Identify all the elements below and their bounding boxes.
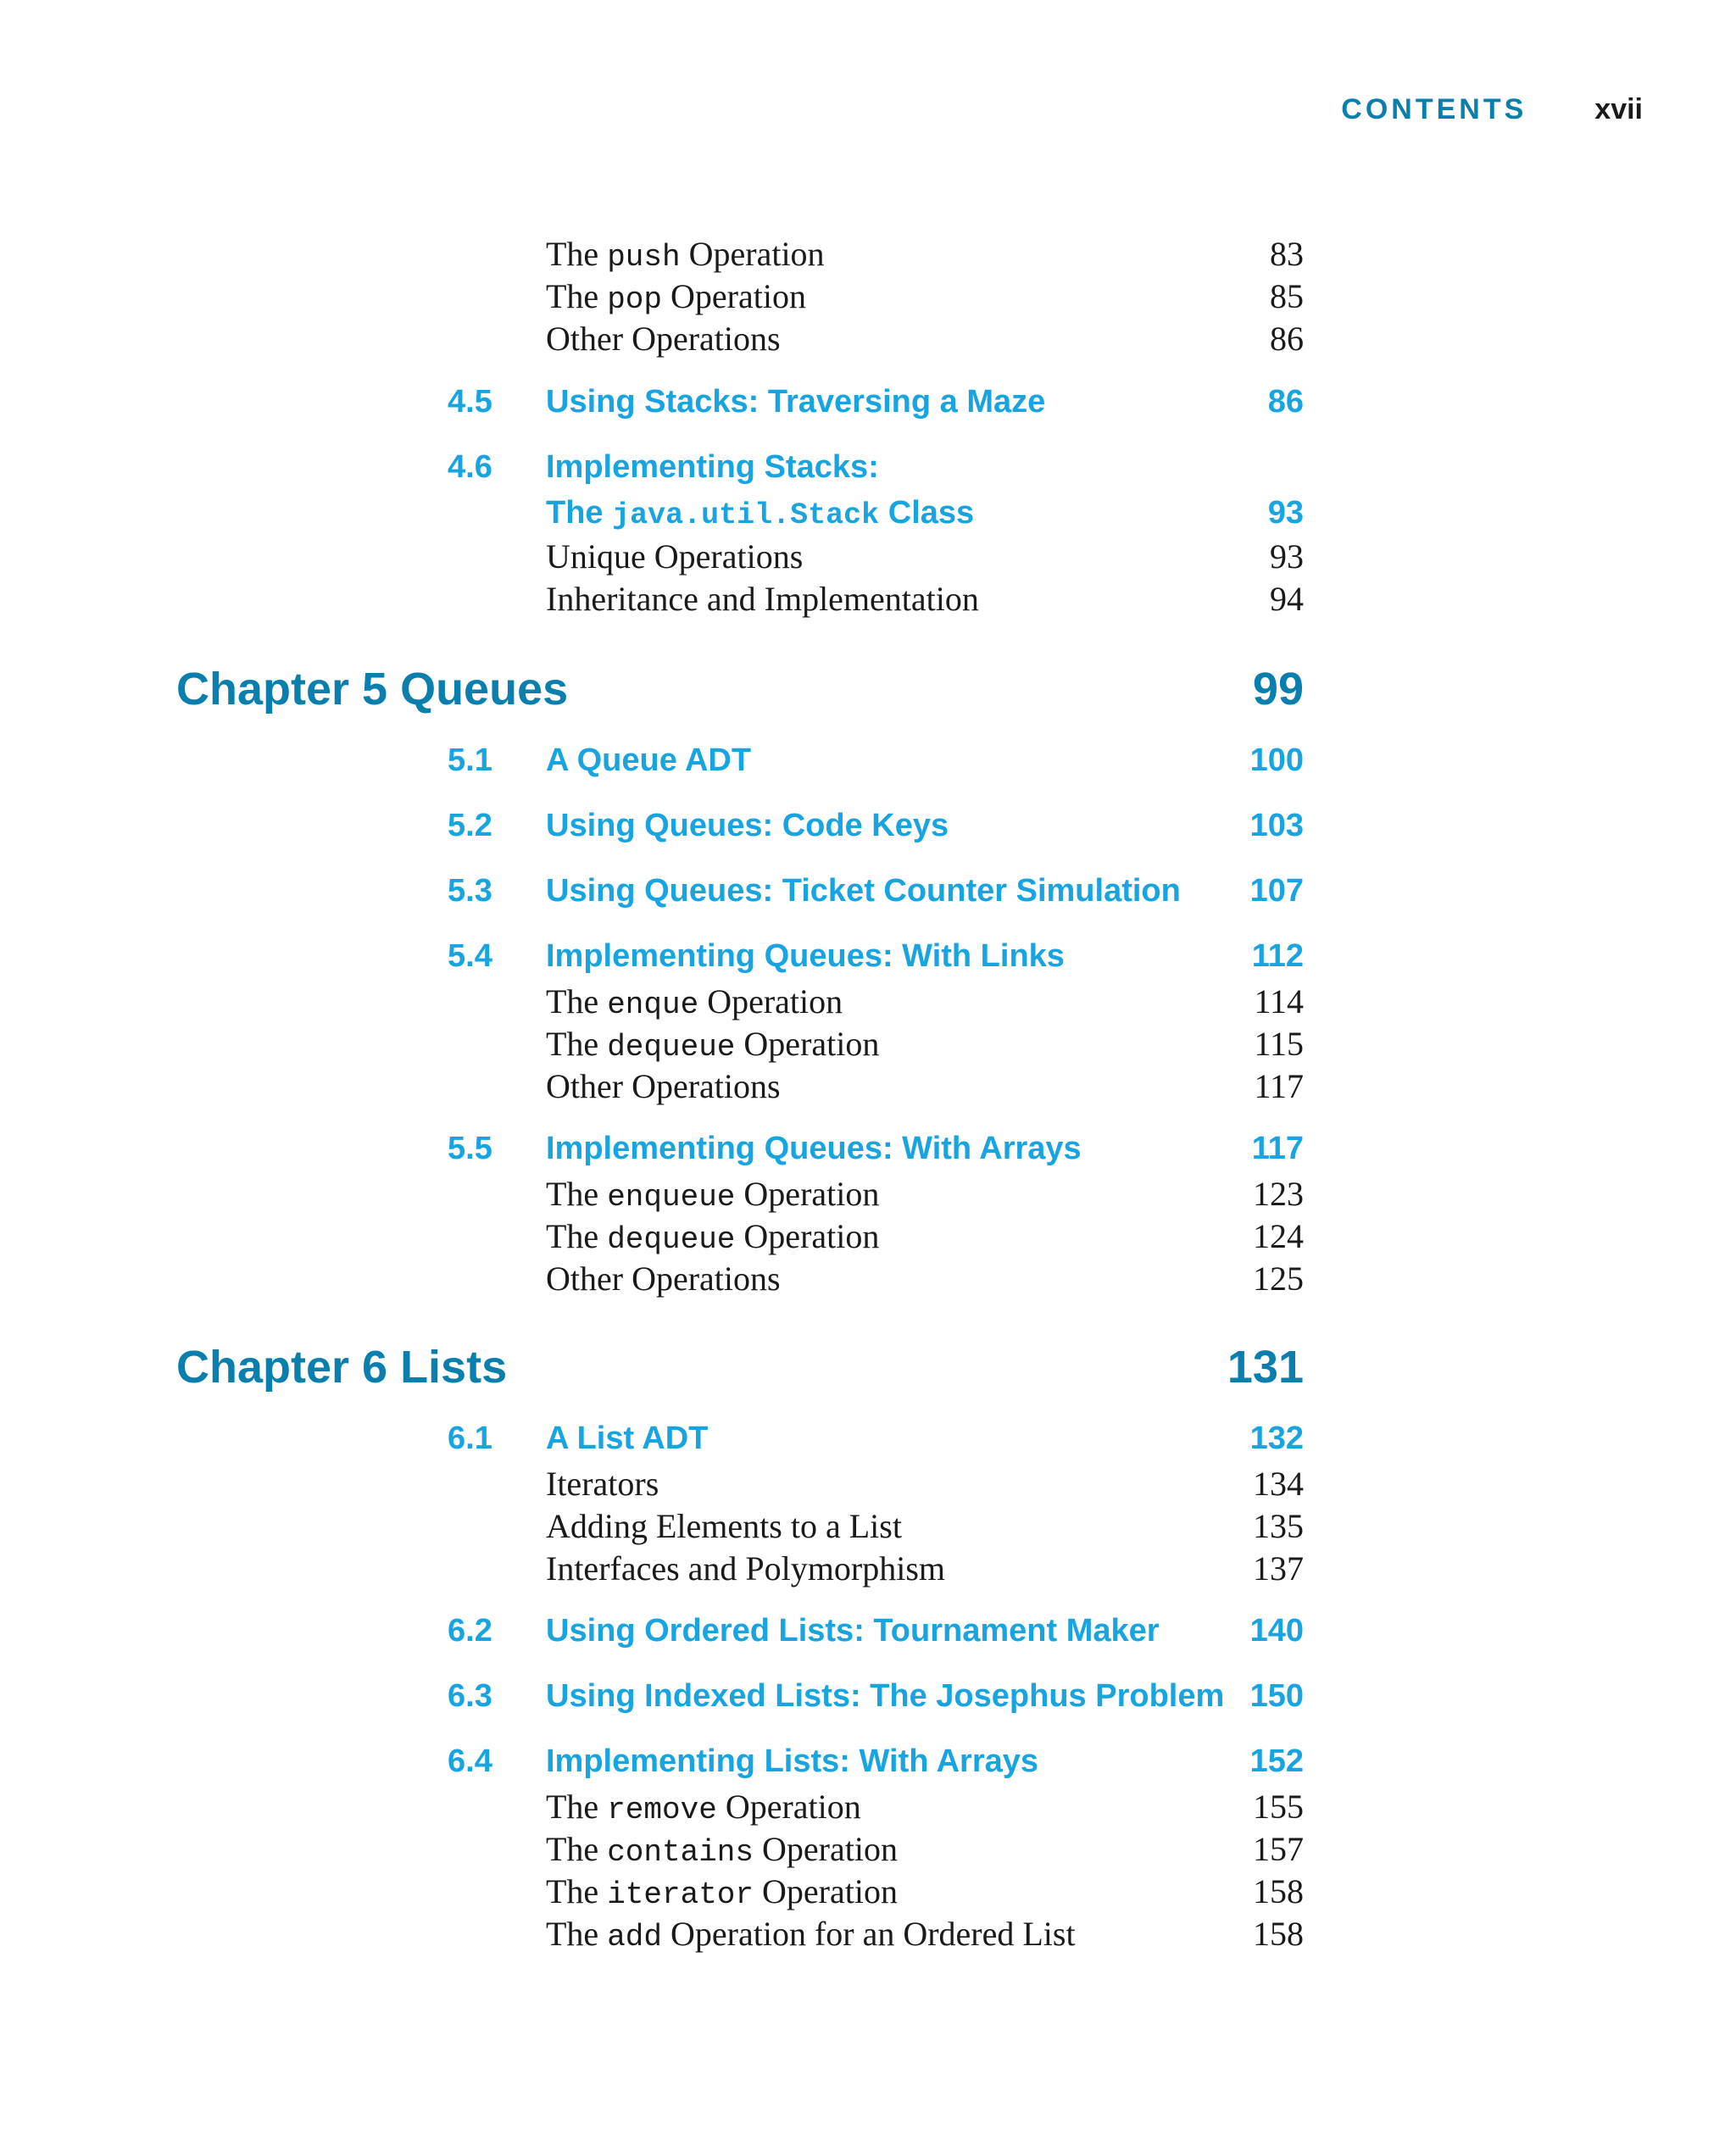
subentry-title: The pop Operation bbox=[546, 277, 806, 317]
section-page: 86 bbox=[1267, 384, 1304, 420]
section-number: 6.1 bbox=[448, 1421, 492, 1456]
subentry-title: Other Operations bbox=[546, 1260, 781, 1298]
subentry-page: 124 bbox=[1253, 1217, 1304, 1255]
section-page: 140 bbox=[1249, 1613, 1304, 1649]
section-number: 5.1 bbox=[448, 742, 492, 778]
subentry-title: The enqueue Operation bbox=[546, 1175, 880, 1215]
subentry-page: 85 bbox=[1270, 277, 1304, 315]
section-title: A List ADT bbox=[546, 1421, 709, 1456]
subentry-page: 93 bbox=[1270, 537, 1304, 576]
section-number: 4.6 bbox=[448, 449, 492, 485]
section-title: Implementing Queues: With Arrays bbox=[546, 1131, 1082, 1166]
subentry-page: 158 bbox=[1253, 1915, 1304, 1953]
section-page: 107 bbox=[1249, 873, 1304, 909]
section-page: 103 bbox=[1249, 808, 1304, 843]
page-number: xvii bbox=[1594, 93, 1643, 125]
subentry-page: 115 bbox=[1254, 1025, 1304, 1063]
subentry-page: 158 bbox=[1253, 1872, 1304, 1910]
section-number: 5.5 bbox=[448, 1131, 492, 1166]
subentry-page: 117 bbox=[1254, 1067, 1304, 1105]
subentry-title: The dequeue Operation bbox=[546, 1025, 880, 1065]
subentry-title: The enque Operation bbox=[546, 982, 843, 1022]
subentry-title: Iterators bbox=[546, 1465, 659, 1503]
section-number: 6.4 bbox=[448, 1743, 492, 1779]
section-page: 112 bbox=[1251, 938, 1304, 974]
running-head bbox=[1341, 93, 1643, 126]
section-page: 152 bbox=[1249, 1743, 1304, 1779]
section-title: Implementing Stacks: bbox=[546, 449, 879, 485]
subentry-page: 123 bbox=[1253, 1175, 1304, 1213]
subentry-page: 157 bbox=[1253, 1830, 1304, 1868]
subentry-title: Inheritance and Implementation bbox=[546, 580, 979, 618]
section-number: 5.3 bbox=[448, 873, 492, 909]
section-page: 93 bbox=[1267, 495, 1304, 531]
section-title: Using Queues: Ticket Counter Simulation bbox=[546, 873, 1181, 909]
section-number: 5.2 bbox=[448, 808, 492, 843]
subentry-page: 134 bbox=[1253, 1465, 1304, 1503]
section-title: Using Ordered Lists: Tournament Maker bbox=[546, 1613, 1160, 1649]
subentry-page: 137 bbox=[1253, 1549, 1304, 1588]
section-title: A Queue ADT bbox=[546, 742, 752, 778]
subentry-title: The remove Operation bbox=[546, 1788, 861, 1827]
subentry-title: The contains Operation bbox=[546, 1830, 898, 1870]
section-number: 6.2 bbox=[448, 1613, 492, 1649]
section-page: 117 bbox=[1251, 1131, 1304, 1166]
running-head-label: CONTENTS bbox=[1341, 93, 1527, 125]
subentry-page: 155 bbox=[1253, 1788, 1304, 1826]
section-number: 6.3 bbox=[448, 1678, 492, 1714]
subentry-title: Unique Operations bbox=[546, 537, 804, 576]
section-number: 5.4 bbox=[448, 938, 492, 974]
subentry-title: Adding Elements to a List bbox=[546, 1507, 902, 1545]
subentry-title: Interfaces and Polymorphism bbox=[546, 1549, 945, 1588]
subentry-title: The iterator Operation bbox=[546, 1872, 898, 1912]
section-number: 4.5 bbox=[448, 384, 492, 420]
subentry-title: Other Operations bbox=[546, 320, 781, 358]
subentry-title: Other Operations bbox=[546, 1067, 781, 1105]
subentry-page: 94 bbox=[1270, 580, 1304, 618]
section-title: Using Stacks: Traversing a Maze bbox=[546, 384, 1046, 420]
section-page: 150 bbox=[1249, 1678, 1304, 1714]
section-page: 132 bbox=[1249, 1421, 1304, 1456]
subentry-page: 114 bbox=[1254, 982, 1304, 1020]
subentry-page: 86 bbox=[1270, 320, 1304, 358]
section-title-continued: The java.util.Stack Class bbox=[546, 495, 975, 532]
subentry-title: The dequeue Operation bbox=[546, 1217, 880, 1257]
chapter-page: 99 bbox=[1252, 664, 1304, 715]
section-title: Using Indexed Lists: The Josephus Problem bbox=[546, 1678, 1225, 1714]
subentry-page: 83 bbox=[1270, 235, 1304, 273]
section-page: 100 bbox=[1249, 742, 1304, 778]
subentry-page: 135 bbox=[1253, 1507, 1304, 1545]
section-title: Implementing Queues: With Links bbox=[546, 938, 1065, 974]
chapter-title: Chapter 5 Queues bbox=[176, 664, 569, 715]
section-title: Implementing Lists: With Arrays bbox=[546, 1743, 1039, 1779]
chapter-title: Chapter 6 Lists bbox=[176, 1342, 508, 1393]
subentry-title: The add Operation for an Ordered List bbox=[546, 1915, 1076, 1955]
subentry-title: The push Operation bbox=[546, 235, 825, 275]
section-title: Using Queues: Code Keys bbox=[546, 808, 949, 843]
subentry-page: 125 bbox=[1253, 1260, 1304, 1298]
chapter-page: 131 bbox=[1227, 1342, 1304, 1393]
